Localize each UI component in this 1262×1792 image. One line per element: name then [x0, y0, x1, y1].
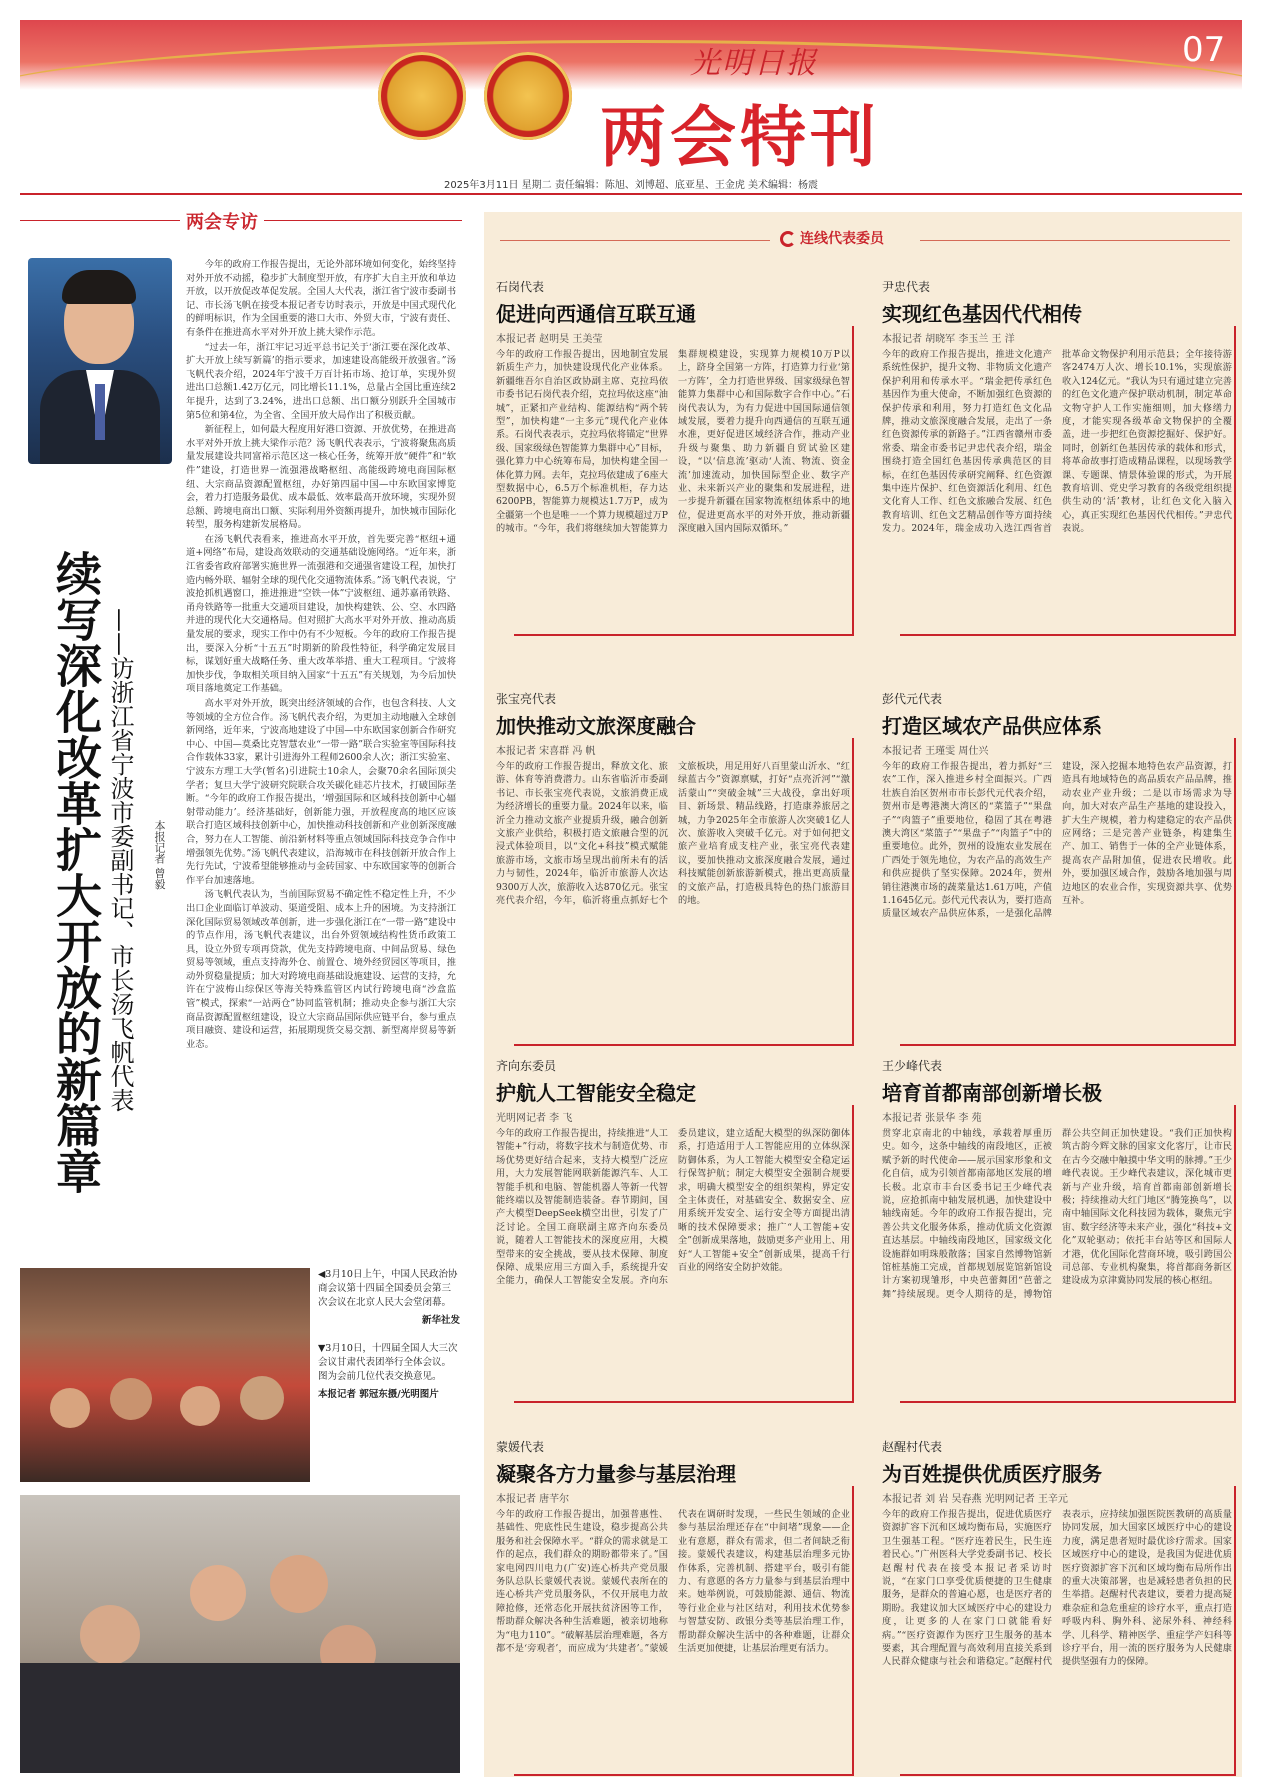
- card-byline: 本报记者 宋喜群 冯 帆: [496, 746, 596, 757]
- national-emblem-icon: [378, 52, 466, 140]
- card-text: 贯穿北京南北的中轴线，承载着厚重历史。如今，这条中轴线的南段地区，正被赋予新的时代使命——展示国家形象和文化自信，成为引领首都南部地区发展的增长极。北京市丰台区委书记王少峰代表说，应抢抓南中轴发展机遇，加快建设中轴线南延。今年的政府工作报告提出，完善公共文化服务体系，推动优质文化资源直达基层。中轴线南段地区，国家级文化设施群如明珠般散落；国家自然博物馆新馆桩基施工完成，首都规划展览馆新馆设计方案初现雏形，中央芭蕾舞团“芭蕾之舞”持续展现。更令人期待的是，博物馆群公共空间正加快建设。“我们正加快构筑古韵今辉文脉的国家文化客厅，让市民在古今交融中触摸中华文明的脉搏。”王少峰代表说。王少峰代表建议，深化城市更新与产业升级，培育首都南部创新增长极；持续推动大红门地区“腾笼换鸟”，以南中轴国际文化科技园为载体，聚焦元宇宙、数字经济等未来产业，强化“科技+文化”双轮驱动；依托丰台站等区和国际人才港，优化国际化营商环境，吸引跨国公司总部、专业机构聚集，将首都商务新区建设成为京津冀协同发展的核心枢纽。: [882, 1128, 1232, 1300]
- photo-caption-1: ◀3月10日上午，中国人民政治协商会议第十四届全国委员会第三次会议在北京人民大会堂闭幕。: [318, 1269, 458, 1308]
- photo-caption-2: ▼3月10日，十四届全国人大三次会议甘肃代表团举行全体会议。图为会前几位代表交换意见。: [318, 1343, 458, 1382]
- card-title: 为百姓提供优质医疗服务: [882, 1462, 1102, 1486]
- plenary-photo: [20, 1268, 310, 1482]
- section-label: [180, 208, 264, 234]
- paragraph: 高水平对外开放，既突出经济领域的合作，也包含科技、人文等领域的全方位合作。汤飞帆代表介绍，为更加主动地融入全球创新网络，近年来，宁波高地建设了中国—中东欧国家创新合作研究中心、中国—莫桑比克智慧农业“一带一路”联合实验室等国际科技合作载体33家，累计引进海外工程师2600余人次；浙江实验室、宁波东方理工大学(暂名)引进院士10余人，会聚70余名国际顶尖学者；复旦大学宁波研究院联合攻关碳化硅芯片技术，打破国际垄断。“今年的政府工作报告提出，‘增强国际和区域科技创新中心辐射带动能力’。经济基础好，创新能力强，开放程度高的地区应该联合打造区域科技创新中心，加快推动科技创新和产业创新深度融合，努力在人工智能、前沿新材料等重点领域国际科技竞争合作中增强领先优势。”汤飞帆代表建议，沿海城市在科技创新开放合作上先行先试，宁波希望能够推动与金砖国家、中东欧国家等的创新合作平台加速落地。: [186, 698, 456, 886]
- card-text: 今年的政府工作报告提出，推进文化遗产系统性保护，提升文物、非物质文化遗产保护利用和传承水平。“瑞金把传承红色基因作为重大使命，不断加强红色资源的保护传承和利用，努力打造红色文化品牌，推动文旅深度融合发展，走出了一条红色资源传承的新路子。”江西省赣州市委常委、瑞金市委书记尹忠代表介绍，瑞金围绕打造全国红色基因传承典范区的目标，在红色基因传承研究阐释、红色资源集中连片保护、红色资源活化利用、红色文化育人工作、红色文旅融合发展、红色教育培训、红色文艺精品创作等方面持续发力。2024年，瑞金成功入选江西省首批革命文物保护利用示范县；全年接待游客2474万人次、增长10.1%，实现旅游收入124亿元。“我认为只有通过建立完善的红色文化遗产保护联动机制，制定革命文物守护人工作实施细则，加大修缮力度，才能实现各级革命文物保护的全覆盖，进一步把红色资源挖掘好、保护好。同时，创新红色基因传承的载体和形式，将革命故事打造成精品课程，以现场教学课、专题课、情景体验课的形式，为开展教育培训、党史学习教育的各级党组织提供生动的‘活’教材，让红色文化入脑入心，真正实现红色基因代代相传。”尹忠代表说。: [882, 349, 1232, 535]
- portrait-hair: [62, 270, 136, 304]
- card-kicker: 张宝亮代表: [496, 692, 557, 706]
- photo-captions: [318, 1268, 460, 1402]
- card-text: 今年的政府工作报告提出，加强普惠性、基础性、兜底性民生建设，稳步提高公共服务和社会保障水平。“群众的需求就是工作的起点，我们群众的期盼都带来了。”国家电网四川电力(广安)连心桥共产党员服务队总队长蒙媛代表说。蒙媛代表所在的连心桥共产党员服务队，不仅开展电力故障抢修，还常态化开展扶贫济困等工作，帮助群众解决各种生活难题，被亲切地称为“电力110”。“破解基层治理难题，各方都不是‘旁观者’，而应成为‘共建者’。”蒙媛代表在调研时发现，一些民生领域的企业参与基层治理还存在“中间堵”现象——企业有意愿，群众有需求，但二者间缺乏衔接。蒙媛代表建议，构建基层治理多元协作体系，完善机制、搭建平台，吸引有能力、有意愿的各方力量参与到基层治理中来。她举例说，可鼓励能源、通信、物流等行业企业与社区结对，利用技术优势参与智慧安防、政银分类等基层治理工作，帮助群众解决生活中的各种难题，让群众生活更加便捷，让基层治理更有活力。: [496, 1509, 850, 1655]
- card-title: 凝聚各方力量参与基层治理: [496, 1462, 736, 1486]
- card-byline: 本报记者 胡晓军 李玉兰 王 洋: [882, 334, 1015, 345]
- panel-label-text: 连线代表委员: [800, 231, 884, 247]
- paragraph: 在汤飞帆代表看来，推进高水平开放，首先要完善“枢纽+通道+网络”布局，建设高效联动的交通基础设施网络。“近年来，浙江省委省政府部署实施世界一流强港和交通强省建设工程，加快打造内畅外联、辐射全球的现代化交通物流体系。”汤飞帆代表说，宁波抢抓机遇窗口，推进推进“空铁一体”宁波枢纽、通苏嘉甬铁路、甬舟铁路等一批重大交通项目建设，加快构建铁、公、空、水四路并进的现代化大交通格局。但对照扩大高水平对外开放、推动高质量发展的要求，现实工作中仍有不少短板。今年的政府工作报告提出，要深入分析“十五五”时期新的阶段性特征，科学确定发展目标，谋划好重大战略任务、重大改革举措、重大工程项目。宁波将加快步伐，争取相关项目纳入国家“十五五”有关规划，为今后加快项目落地奠定工作基础。: [186, 533, 456, 695]
- card-title: 打造区域农产品供应体系: [882, 714, 1102, 738]
- newspaper-name: 光明日报: [690, 46, 818, 81]
- delegate-card: [882, 1438, 1232, 1770]
- page-number: 07: [1182, 30, 1226, 70]
- paragraph: 今年的政府工作报告提出，无论外部环境如何变化，始终坚持对外开放不动摇，稳步扩大制度型开放，有序扩大自主开放和单边开放，以开放促改革促发展。全国人大代表，浙江省宁波市委副书记、市长汤飞帆在接受本报记者专访时表示，开放是中国式现代化的鲜明标识，作为全国重要的港口大市、外贸大市，宁波有责任、有条件在推进高水平对外开放上挑大梁作示范。: [186, 259, 456, 338]
- card-text: 今年的政府工作报告提出，促进优质医疗资源扩容下沉和区域均衡布局，实施医疗卫生强基工程。“医疗连着民生，民生连着民心。”广州医科大学党委副书记、校长赵醒村代表在接受本报记者采访时说，“在家门口享受优质便捷的卫生健康服务，是群众的普遍心愿，也是医疗者的期盼。我建议加大区域医疗中心的建设力度，让更多的人在家门口就能看好病。”“医疗资源作为医疗卫生服务的基本要素，其合理配置与高效利用直接关系到人民群众健康与社会和谐稳定。”赵醒村代表表示，应持续加强医院医教研的高质量协同发展，加大国家区域医疗中心的建设力度，满足患者短时最优诊疗需求。国家区域医疗中心的建设，是我国为促进优质医疗资源扩容下沉和区域均衡布局所作出的重大决策部署，也是减轻患者负担的民生举措。赵醒村代表建议，要着力提高疑难杂症和急危重症的诊疗水平，重点打造呼吸内科、胸外科、泌尿外科、神经科学、儿科学、精神医学、重症学产妇科等诊疗平台，用一流的医疗服务为人民健康提供坚强有力的保障。: [882, 1509, 1232, 1668]
- panel-label: [780, 228, 884, 248]
- card-byline: 本报记者 赵明昊 王美莹: [496, 334, 603, 345]
- card-title: 加快推动文旅深度融合: [496, 714, 696, 738]
- dateline: 2025年3月11日 星期二 责任编辑：陈旭、刘博超、底亚星、王金虎 美术编辑：杨震: [443, 180, 819, 191]
- delegate-card: [496, 1438, 850, 1770]
- paragraph: 新征程上，如何最大程度用好港口资源、开放优势，在推进高水平对外开放上挑大梁作示范？汤飞帆代表表示，宁波将聚焦高质量发展建设共同富裕示范区这一核心任务，统筹开放“硬件”和“软件”建设，打造世界一流强港战略枢纽、高能级跨境电商国际枢纽、大宗商品资源配置枢纽，办好第四届中国—中东欧国家博览会，着力打造服务最优、成本最低、效率最高开放环境，实现外贸总额、跨境电商出口额、实际利用外资额再提升，加快城市国际化转型，服务构建新发展格局。: [186, 424, 456, 531]
- panel-rule-right: [920, 240, 1230, 241]
- card-kicker: 彭代元代表: [882, 692, 943, 706]
- card-kicker: 王少峰代表: [882, 1059, 943, 1073]
- card-kicker: 赵醒村代表: [882, 1440, 943, 1454]
- section-label-text: 两会专访: [186, 212, 258, 233]
- card-text: 今年的政府工作报告提出，着力抓好“三农”工作，深入推进乡村全面振兴。广西壮族自治区贺州市市长彭代元代表介绍，贺州市是粤港澳大湾区的“菜篮子”“果盘子”“肉篮子”重要地位，稳固了其在粤港澳大湾区“菜篮子”“果盘子”“肉篮子”中的重要地位。此外，贺州的设施农业发展在广西处于领先地位，为农产品的高效生产和供应提供了坚实保障。2024年，贺州销往港澳市场的蔬菜量达1.61万吨，产值1.1645亿元。彭代元代表认为，要打造高质量区域农产品供应体系，一是强化品牌建设，深入挖掘本地特色农产品资源，打造具有地域特色的高品质农产品品牌，推动农业产业升级；二是以市场需求为导向，加大对农产品生产基地的建设投入，扩大生产规模，着力构建稳定的农产品供应网络；三是完善产业链条，构建集生产、加工、销售于一体的全产业链体系，提高农产品附加值，促进农民增收。此外，要加强区域合作，鼓励各地加强与周边地区的农业合作，实现资源共享、优势互补。: [882, 761, 1232, 920]
- card-title: 培育首都南部创新增长极: [882, 1081, 1102, 1105]
- card-kicker: 石岗代表: [496, 280, 545, 294]
- card-kicker: 蒙媛代表: [496, 1440, 545, 1454]
- photo-credit-2: 本报记者 郭冠东摄/光明图片: [318, 1389, 439, 1400]
- card-text: 今年的政府工作报告提出，释放文化、旅游、体育等消费潜力。山东省临沂市委副书记、市长张宝亮代表说，文旅消费正成为经济增长的重要力量。2024年以来，临沂全力推动文旅产业提质升级，融合创新文旅产业供给，积极打造文旅融合型的沉浸式体验项目，以“文化+科技”模式赋能旅游市场，文旅市场呈现出前所未有的活力与韧性，2024年，临沂市旅游人次达9300万人次，旅游收入达870亿元。张宝亮代表介绍，今年，临沂将重点抓好七个文旅板块，用足用好八百里蒙山沂水、“红绿蓝古今”资源禀赋，打好“点亮沂河”“激活蒙山”“突破金城”三大战役，拿出好项目、新场景、精品线路，打造康养旅居之城，力争2025年全市旅游人次突破1亿人次、旅游收入突破千亿元。对于如何把文旅产业培育成支柱产业，张宝亮代表建议，要加快推动文旅深度融合发展，通过科技赋能创新旅游新模式，推出更高质量的文旅产品，打造极具特色的热门旅游目的地。: [496, 761, 850, 907]
- card-byline: 本报记者 张景华 李 苑: [882, 1113, 982, 1124]
- delegation-photo: [20, 1495, 460, 1773]
- delegate-card: [882, 1057, 1232, 1397]
- portrait-tie: [95, 384, 105, 440]
- card-title: 护航人工智能安全稳定: [496, 1081, 696, 1105]
- card-text: 今年的政府工作报告提出，因地制宜发展新质生产力，加快建设现代化产业体系。新疆维吾尔自治区政协副主席、克拉玛依市委书记石岗代表介绍，克拉玛依这座“油城”，正紧扣产业结构、能源结构“两个转型”，加快构建“一主多元”现代化产业体系。石岗代表表示，克拉玛依将锚定“世界级、国家级绿色智能算力集群中心”目标，强化算力中心统筹布局，加快构建全国一体化算力网。去年，克拉玛依建成了6座大型数据中心，6.5万个标准机柜，存力达6200PB，智能算力规模达1.7万P，成为全疆第一个也是唯一一个算力规模超过万P的城市。“今年，我们将继续加大智能算力集群规模建设，实现算力规模10万P以上，跻身全国第一方阵，打造算力行业‘第一方阵’，全力打造世界级、国家级绿色智能算力集群中心和国际数字合作中心。”石岗代表认为，为有力促进中国国际通信领域发展，要着力提升向西通信的互联互通水准，更好促进区域经济合作，推动产业升级与聚集、助力新疆自贸试验区建设，“以‘信息流’驱动‘人流、物流、资金流’加速流动，加快国际型企业、数字产业、未来新兴产业的聚集和发展进程，进一步提升新疆在国家物流枢纽体系中的地位，促进更高水平的对外开放，推动新疆深度融入国内国际双循环。”: [496, 349, 850, 535]
- card-kicker: 尹忠代表: [882, 280, 931, 294]
- card-kicker: 齐向东委员: [496, 1059, 557, 1073]
- g-logo-icon: [780, 231, 796, 247]
- interview-title: 续写深化改革扩大开放的新篇章: [49, 550, 103, 1194]
- photo-credit-1: 新华社发: [421, 1315, 460, 1326]
- panel-rule-left: [500, 240, 770, 241]
- card-byline: 光明网记者 李 飞: [496, 1113, 573, 1124]
- paragraph: 汤飞帆代表认为，当前国际贸易不确定性不稳定性上升，不少出口企业面临订单波动、渠道受阻、成本上升的困境。为支持浙江深化国际贸易领域改革创新，进一步强化浙江在“一带一路”建设中的节点作用，汤飞帆代表建议，出台外贸领域结构性货币政策工具，设立外贸专项再贷款，优先支持跨境电商、中间品贸易、绿色贸易等领域，重点支持海外仓、前置仓、境外经贸园区等项目，推动外贸稳量提质；加大对跨境电商基础设施建设、运营的支持，允许在宁波梅山综保区等海关特殊监管区内试行跨境电商“沙盒监管”模式，探索“一站两仓”协同监管机制；推动央企参与浙江大宗商品资源配置枢纽建设，设立大宗商品国际供应链平台，参与重点项目融资、建设和运营，拓展期现货交易交割、新型离岸贸易等新业态。: [186, 889, 456, 1050]
- cppcc-emblem-icon: [484, 52, 572, 140]
- card-title: 实现红色基因代代相传: [882, 302, 1082, 326]
- header-rule: [20, 193, 1242, 195]
- card-title: 促进向西通信互联互通: [496, 302, 696, 326]
- delegate-card: [882, 278, 1232, 630]
- delegate-card: [882, 690, 1232, 1040]
- paragraph: “过去一年，浙江牢记习近平总书记关于‘浙江要在深化改革、扩大开放上续写新篇’的指示要求，加速建设高能级开放强省。”汤飞帆代表介绍，2024年宁波千万百计拓市场、抢订单，实现外贸进出口总额1.42万亿元，同比增长11.1%，总量占全国比重连续2年提升，达到了3.24%，进出口总额、出口额分别跃升全国城市第5位和第4位，为全省、全国开放大局作出了积极贡献。: [186, 341, 456, 421]
- card-byline: 本报记者 唐芊尔: [496, 1494, 570, 1505]
- delegate-card: [496, 1057, 850, 1397]
- delegate-card: [496, 690, 850, 1040]
- card-byline: 本报记者 王瑾雯 周仕兴: [882, 746, 989, 757]
- special-edition-title: 两会特刊: [600, 99, 880, 176]
- delegate-card: [496, 278, 850, 630]
- card-byline: 本报记者 刘 岩 吴春燕 光明网记者 王辛元: [882, 1494, 1068, 1505]
- interview-byline: 本报记者 曾毅: [153, 820, 166, 890]
- interview-subtitle: ——访浙江省宁波市委副书记、市长汤飞帆代表: [106, 608, 134, 1112]
- interview-body: [186, 258, 456, 1258]
- card-text: 今年的政府工作报告提出，持续推进“人工智能+”行动，将数字技术与制造优势、市场优势更好结合起来，支持大模型广泛应用，大力发展智能网联新能源汽车、人工智能手机和电脑、智能机器人等新一代智能终端以及智能制造装备。春节期间，国产大模型DeepSeek横空出世，引发了广泛讨论。全国工商联副主席齐向东委员说，随着人工智能技术的深度应用，大模型带来的安全挑战，要从技术保障、制度保障、成果应用三方面入手，系统提升安全能力，确保人工智能安全发展。齐向东委员建议，建立适配大模型的纵深防御体系，打造适用于人工智能应用的立体纵深防御体系，为人工智能大模型安全稳定运行保驾护航；制定大模型安全强制合规要求，明确大模型安全的组织架构，界定安全主体责任，对基础安全、数据安全、应用系统开发安全、运行安全等方面提出清晰的技术保障要求；推广“人工智能+安全”创新成果落地，鼓励更多产业用上、用好“人工智能+安全”创新成果，提高千行百业的网络安全防护效能。: [496, 1128, 850, 1287]
